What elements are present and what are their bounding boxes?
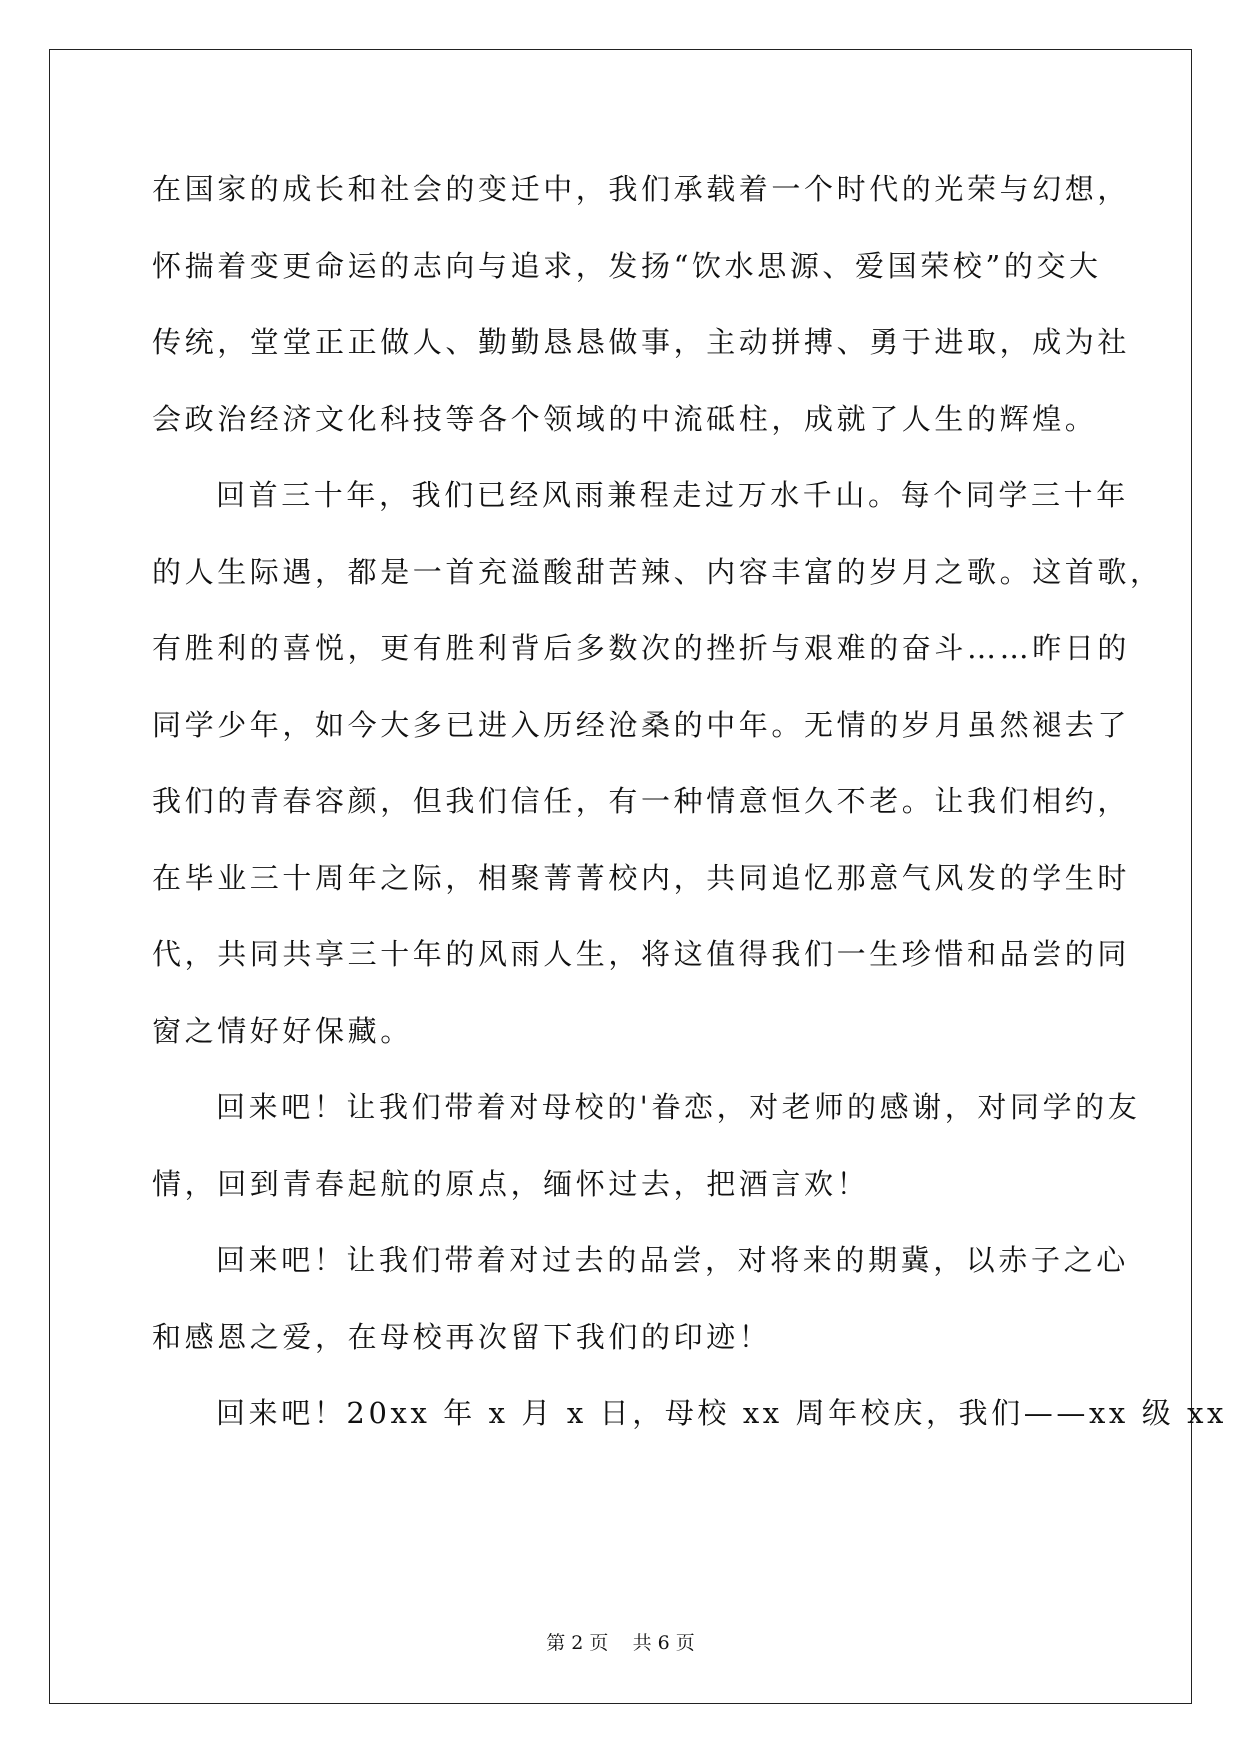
page-number-footer: 第 2 页 共 6 页 xyxy=(546,1632,695,1654)
text-line: 在毕业三十周年之际，相聚菁菁校内，共同追忆那意气风发的学生时 xyxy=(152,860,1131,895)
text-line: 窗之情好好保藏。 xyxy=(152,1013,413,1048)
text-line: 情，回到青春起航的原点，缅怀过去，把酒言欢！ xyxy=(152,1166,870,1201)
text-line: 会政治经济文化科技等各个领域的中流砥柱，成就了人生的辉煌。 xyxy=(152,401,1098,436)
text-line: 和感恩之爱，在母校再次留下我们的印迹！ xyxy=(152,1319,772,1354)
text-line: 我们的青春容颜，但我们信任，有一种情意恒久不老。让我们相约， xyxy=(152,784,1131,818)
paragraph-start-line: 回来吧！让我们带着对过去的品尝，对将来的期冀，以赤子之心 xyxy=(216,1243,1129,1277)
text-line: 有胜利的喜悦，更有胜利背后多数次的挫折与艰难的奋斗……昨日的 xyxy=(152,631,1131,665)
text-line: 在国家的成长和社会的变迁中，我们承载着一个时代的光荣与幻想， xyxy=(152,172,1131,206)
text-line: 传统，堂堂正正做人、勤勤恳恳做事，主动拼搏、勇于进取，成为社 xyxy=(152,325,1131,359)
text-line: 代，共同共享三十年的风雨人生，将这值得我们一生珍惜和品尝的同 xyxy=(152,937,1131,971)
text-line: 同学少年，如今大多已进入历经沧桑的中年。无情的岁月虽然褪去了 xyxy=(152,707,1131,742)
text-line: 怀揣着变更命运的志向与追求，发扬“饮水思源、爱国荣校”的交大 xyxy=(152,248,1102,283)
paragraph-start-line: 回来吧！20xx 年 x 月 x 日，母校 xx 周年校庆，我们——xx 级 xx xyxy=(216,1396,1228,1430)
paragraph-start-line: 回首三十年，我们已经风雨兼程走过万水千山。每个同学三十年 xyxy=(216,478,1129,512)
document-body xyxy=(152,164,1228,1465)
paragraph-start-line: 回来吧！让我们带着对母校的'眷恋，对老师的感谢，对同学的友 xyxy=(216,1090,1141,1124)
text-line: 的人生际遇，都是一首充溢酸甜苦辣、内容丰富的岁月之歌。这首歌， xyxy=(152,554,1163,589)
